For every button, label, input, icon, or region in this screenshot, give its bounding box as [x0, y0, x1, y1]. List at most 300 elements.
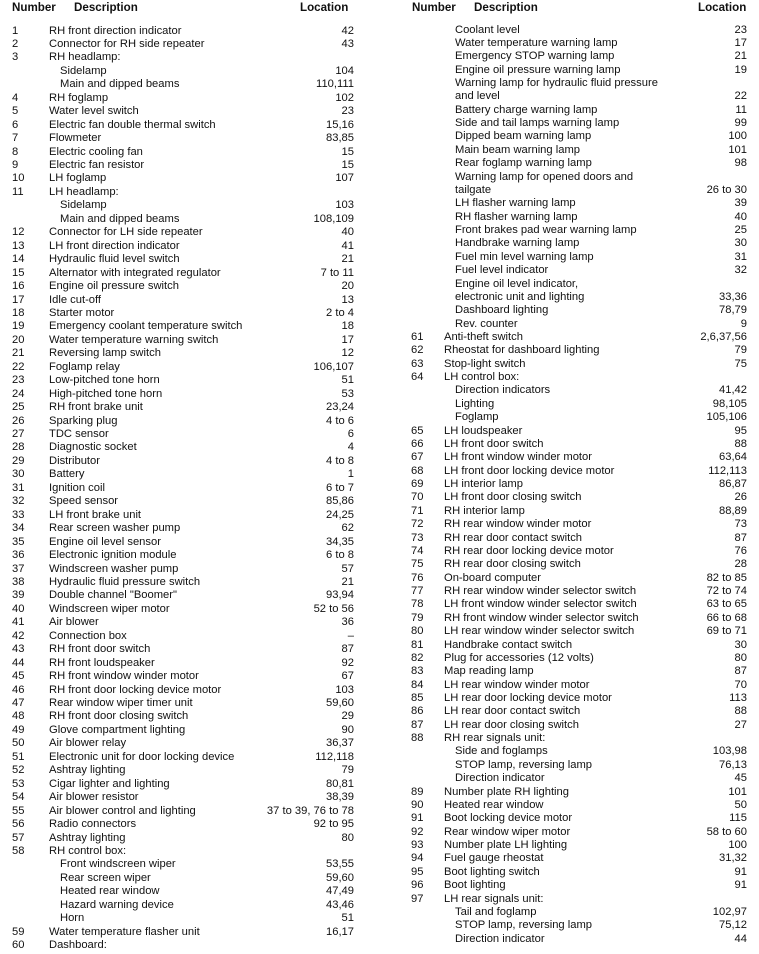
row-number: 80	[411, 625, 424, 638]
table-row	[376, 505, 759, 518]
row-location: 17	[734, 36, 747, 49]
row-number: 55	[12, 804, 25, 817]
table-row	[0, 899, 372, 912]
row-number: 76	[411, 571, 424, 584]
row-description: Fuel min level warning lamp	[455, 250, 594, 263]
table-row	[376, 933, 759, 946]
table-row	[376, 117, 759, 130]
table-row	[376, 77, 759, 90]
table-row	[0, 791, 372, 804]
table-row	[0, 119, 372, 132]
table-row	[376, 64, 759, 77]
row-number: 61	[411, 331, 424, 343]
table-row	[0, 65, 372, 78]
row-number: 97	[411, 892, 424, 905]
row-location: 73	[734, 518, 747, 531]
table-row	[376, 759, 759, 772]
row-description: Rear screen washer pump	[49, 522, 181, 535]
row-location: 70	[734, 678, 747, 691]
row-description: RH front direction indicator	[49, 24, 182, 37]
row-description: Fuel gauge rheostat	[444, 852, 544, 865]
row-location: 102	[335, 91, 354, 104]
row-description: Foglamp relay	[49, 360, 120, 373]
table-row	[0, 751, 372, 764]
row-description: Diagnostic socket	[49, 441, 137, 454]
row-number: 64	[411, 371, 424, 384]
row-description: Water temperature warning lamp	[455, 36, 618, 49]
row-description: Rear foglamp warning lamp	[455, 157, 592, 170]
table-row	[0, 347, 372, 360]
row-number: 94	[411, 852, 424, 865]
row-location: 24,25	[326, 508, 354, 521]
row-description: RH front loudspeaker	[49, 656, 155, 669]
row-location: 63 to 65	[706, 598, 747, 611]
header-number: Number	[412, 1, 456, 14]
table-row	[0, 267, 372, 280]
row-description: Speed sensor	[49, 495, 119, 508]
table-row	[0, 172, 372, 185]
row-number: 72	[411, 518, 424, 531]
row-location: 82 to 85	[706, 571, 747, 584]
table-row	[376, 906, 759, 919]
row-description: RH rear window winder motor	[444, 518, 592, 531]
table-row	[0, 657, 372, 670]
row-description: RH headlamp:	[49, 51, 121, 64]
row-description: On-board computer	[444, 571, 542, 584]
row-number: 30	[12, 468, 25, 481]
row-description: LH headlamp:	[49, 185, 119, 198]
row-location: 4 to 6	[326, 414, 354, 427]
row-location: 37 to 39, 76 to 78	[266, 804, 354, 817]
table-row	[0, 415, 372, 428]
row-location: 25	[734, 224, 747, 237]
row-location: 38,39	[326, 791, 354, 804]
row-location: 88	[734, 437, 747, 450]
row-location: 28	[734, 558, 747, 571]
row-number: 47	[12, 697, 25, 709]
row-location: 62	[341, 522, 354, 535]
table-row	[376, 745, 759, 758]
table-row	[376, 558, 759, 571]
table-row	[376, 144, 759, 157]
table-row	[376, 264, 759, 277]
row-description: RH front window winder motor	[49, 670, 199, 683]
table-row	[0, 724, 372, 737]
row-location: 59,60	[326, 871, 354, 884]
table-row	[376, 438, 759, 451]
row-location: 43	[341, 37, 354, 50]
table-row	[0, 388, 372, 401]
row-location: 11	[735, 103, 747, 116]
table-row	[0, 428, 372, 441]
table-row	[376, 451, 759, 464]
row-description: Hydraulic fluid level switch	[49, 253, 180, 266]
row-location: 103	[335, 199, 354, 212]
row-number: 57	[12, 831, 25, 844]
row-location: 76	[734, 544, 747, 557]
row-location: 47,49	[326, 885, 354, 898]
row-description: Warning lamp for hydraulic fluid pressure	[455, 76, 658, 89]
header-location: Location	[300, 1, 349, 14]
row-number: 22	[12, 360, 25, 373]
table-row	[0, 912, 372, 925]
row-number: 50	[12, 737, 25, 750]
table-row	[376, 50, 759, 63]
row-location: 1	[347, 468, 354, 481]
row-description: electronic unit and lighting	[455, 290, 585, 303]
row-number: 70	[411, 491, 424, 504]
row-number: 40	[12, 602, 25, 615]
row-description: Lighting	[455, 397, 495, 410]
row-number: 20	[12, 333, 25, 346]
row-location: 113	[729, 692, 747, 704]
table-row	[0, 495, 372, 508]
row-location: 108,109	[313, 212, 354, 225]
row-location: 40	[341, 226, 354, 239]
row-description: RH front brake unit	[49, 401, 143, 414]
row-number: 11	[12, 185, 24, 198]
row-number: 21	[12, 347, 25, 360]
row-number: 49	[12, 723, 25, 736]
row-location: 15	[341, 159, 354, 171]
row-number: 56	[12, 818, 25, 831]
table-row	[0, 832, 372, 845]
table-row	[376, 625, 759, 638]
row-description: Plug for accessories (12 volts)	[444, 651, 594, 664]
row-location: 2 to 4	[326, 306, 354, 319]
table-row	[376, 852, 759, 865]
table-row	[0, 38, 372, 51]
table-row	[376, 398, 759, 411]
row-number: 85	[411, 692, 424, 704]
row-number: 63	[411, 357, 424, 370]
row-description: LH front window winder motor	[444, 451, 592, 464]
row-description: RH rear door closing switch	[444, 558, 581, 571]
row-location: 26	[734, 491, 747, 504]
row-location: 15	[341, 145, 354, 158]
row-location: 6 to 8	[326, 549, 354, 562]
row-number: 1	[12, 24, 19, 37]
row-location: 17	[341, 333, 354, 346]
row-location: 110,111	[316, 78, 354, 91]
row-description: Air blower control and lighting	[49, 804, 196, 817]
row-description: Main and dipped beams	[60, 78, 180, 91]
row-description: LH rear door closing switch	[444, 718, 579, 731]
table-row	[376, 90, 759, 103]
row-description: RH flasher warning lamp	[455, 210, 578, 223]
row-description: Cigar lighter and lighting	[49, 777, 170, 790]
row-number: 62	[411, 344, 424, 357]
row-description: Windscreen washer pump	[49, 562, 179, 575]
row-description: STOP lamp, reversing lamp	[455, 919, 592, 932]
row-description: LH front door locking device motor	[444, 464, 615, 477]
row-number: 65	[411, 424, 424, 437]
row-description: Handbrake contact switch	[444, 638, 573, 651]
row-number: 2	[12, 37, 19, 50]
row-description: TDC sensor	[49, 428, 109, 440]
table-row	[376, 197, 759, 210]
row-location: 95	[734, 424, 747, 437]
table-row	[0, 778, 372, 791]
row-description: Dashboard:	[49, 939, 107, 952]
row-location: 22	[734, 90, 747, 103]
row-number: 60	[12, 939, 25, 952]
table-row	[0, 455, 372, 468]
row-description: Hazard warning device	[60, 898, 174, 911]
row-number: 13	[12, 239, 25, 252]
row-location: 6	[347, 428, 354, 440]
row-number: 33	[12, 508, 25, 521]
row-number: 83	[411, 665, 424, 678]
table-row	[376, 572, 759, 585]
table-row	[376, 157, 759, 170]
row-description: Horn	[60, 912, 85, 925]
row-number: 81	[411, 638, 424, 651]
row-number: 84	[411, 678, 424, 691]
row-description: Handbrake warning lamp	[455, 237, 580, 250]
table-row	[0, 441, 372, 454]
row-description: Engine oil pressure switch	[49, 280, 179, 293]
row-location: 91	[734, 865, 747, 878]
row-location: 52 to 56	[313, 602, 354, 615]
table-row	[0, 737, 372, 750]
table-row	[0, 858, 372, 871]
row-description: Boot lighting switch	[444, 865, 540, 878]
row-location: 23	[734, 23, 747, 36]
row-description: Glove compartment lighting	[49, 723, 186, 736]
row-number: 24	[12, 387, 25, 400]
row-number: 31	[12, 481, 25, 494]
table-row	[0, 401, 372, 414]
table-row	[376, 411, 759, 424]
table-row	[0, 51, 372, 64]
row-location: 40	[734, 210, 747, 223]
row-location: 30	[734, 237, 747, 250]
header-description: Description	[474, 1, 538, 14]
row-description: RH rear door contact switch	[444, 531, 583, 544]
row-number: 4	[12, 91, 19, 104]
table-row	[0, 589, 372, 602]
table-row	[0, 240, 372, 253]
row-location: 57	[341, 562, 354, 575]
row-location: 12	[341, 347, 354, 360]
row-number: 78	[411, 598, 424, 611]
row-location: 36,37	[326, 737, 354, 750]
table-row	[376, 491, 759, 504]
row-description: Windscreen wiper motor	[49, 602, 170, 615]
row-number: 26	[12, 414, 25, 427]
row-description: Connection box	[49, 629, 127, 642]
row-description: Emergency coolant temperature switch	[49, 320, 243, 333]
row-location: 13	[341, 293, 354, 306]
row-number: 43	[12, 643, 25, 656]
table-row	[0, 563, 372, 576]
row-location: 80	[734, 651, 747, 664]
row-description: LH rear door locking device motor	[444, 692, 612, 704]
row-number: 27	[12, 428, 25, 440]
table-row	[376, 171, 759, 184]
row-location: 31	[734, 250, 747, 263]
row-location: 92	[341, 656, 354, 669]
row-location: 58 to 60	[706, 825, 747, 838]
row-number: 8	[12, 145, 19, 158]
row-number: 23	[12, 374, 25, 387]
row-description: LH front window winder selector switch	[444, 598, 637, 611]
table-row	[376, 251, 759, 264]
table-row	[0, 536, 372, 549]
row-description: Rev. counter	[455, 317, 518, 330]
row-location: 98	[734, 157, 747, 170]
row-location: 42	[341, 24, 354, 37]
table-row	[0, 603, 372, 616]
table-row	[0, 146, 372, 159]
row-description: Emergency STOP warning lamp	[455, 50, 615, 63]
row-location: –	[347, 629, 354, 642]
row-description: LH rear door contact switch	[444, 705, 581, 718]
row-number: 36	[12, 549, 25, 562]
row-number: 38	[12, 575, 25, 588]
row-location: 53	[341, 387, 354, 400]
row-location: 106,107	[313, 360, 354, 373]
row-description: Anti-theft switch	[444, 331, 523, 343]
row-description: Reversing lamp switch	[49, 347, 161, 360]
row-description: Connector for LH side repeater	[49, 226, 203, 239]
row-description: Map reading lamp	[444, 665, 534, 678]
table-row	[376, 465, 759, 478]
table-row	[376, 237, 759, 250]
table-row	[376, 879, 759, 892]
table-row	[376, 37, 759, 50]
row-number: 37	[12, 562, 25, 575]
table-row	[376, 211, 759, 224]
row-number: 35	[12, 535, 25, 548]
row-location: 103	[335, 683, 354, 696]
table-row	[0, 482, 372, 495]
row-description: Air blower	[49, 616, 99, 629]
table-row	[376, 598, 759, 611]
table-row	[0, 307, 372, 320]
row-location: 32	[734, 264, 747, 277]
table-row	[0, 630, 372, 643]
row-location: 53,55	[326, 858, 354, 871]
row-number: 9	[12, 159, 19, 171]
row-description: Distributor	[49, 454, 100, 467]
row-description: Engine oil pressure warning lamp	[455, 63, 621, 76]
row-number: 46	[12, 683, 25, 696]
row-location: 16,17	[326, 925, 354, 938]
row-number: 15	[12, 266, 25, 279]
row-description: Radio connectors	[49, 818, 137, 831]
row-location: 80,81	[326, 777, 354, 790]
table-row	[0, 92, 372, 105]
row-description: Coolant level	[455, 23, 520, 36]
table-row	[0, 374, 372, 387]
row-location: 115	[729, 812, 747, 825]
row-location: 15,16	[326, 118, 354, 131]
row-description: Boot locking device motor	[444, 812, 573, 825]
table-row	[376, 304, 759, 317]
row-description: LH flasher warning lamp	[455, 197, 576, 210]
row-description: RH front door locking device motor	[49, 683, 222, 696]
row-location: 50	[734, 798, 747, 811]
row-location: 41	[341, 239, 354, 252]
table-row	[0, 280, 372, 293]
row-location: 44	[734, 932, 747, 945]
row-description: Engine oil level indicator,	[455, 277, 579, 290]
row-description: RH interior lamp	[444, 504, 525, 517]
row-number: 87	[411, 718, 424, 731]
row-number: 75	[411, 558, 424, 571]
row-location: 92 to 95	[313, 818, 354, 831]
row-number: 17	[12, 293, 25, 306]
table-row	[0, 805, 372, 818]
row-location: 80	[341, 831, 354, 844]
row-description: Engine oil level sensor	[49, 535, 161, 548]
row-description: Electronic ignition module	[49, 549, 177, 562]
row-description: Battery charge warning lamp	[455, 103, 598, 116]
table-row	[0, 710, 372, 723]
row-description: Ignition coil	[49, 481, 105, 494]
row-location: 43,46	[326, 898, 354, 911]
row-location: 76,13	[719, 758, 747, 771]
row-description: RH control box:	[49, 844, 127, 857]
table-row	[0, 926, 372, 939]
row-description: tailgate	[455, 183, 492, 196]
row-number: 32	[12, 495, 25, 508]
table-row	[376, 692, 759, 705]
row-description: Electronic unit for door locking device	[49, 750, 235, 763]
table-row	[0, 213, 372, 226]
table-row	[0, 226, 372, 239]
row-location: 9	[740, 317, 747, 330]
row-description: Rheostat for dashboard lighting	[444, 344, 600, 357]
row-description: Sparking plug	[49, 414, 118, 427]
row-description: RH front door switch	[49, 643, 151, 656]
table-row	[0, 576, 372, 589]
row-number: 45	[12, 670, 25, 683]
row-description: Stop-light switch	[444, 357, 526, 370]
row-number: 18	[12, 306, 25, 319]
row-location: 86,87	[719, 478, 747, 491]
table-row	[376, 104, 759, 117]
row-description: Dipped beam warning lamp	[455, 130, 592, 143]
row-description: Front brakes pad wear warning lamp	[455, 224, 637, 237]
table-row	[0, 132, 372, 145]
row-number: 28	[12, 441, 25, 454]
row-location: 85,86	[326, 495, 354, 508]
header-description: Description	[74, 1, 138, 14]
row-number: 58	[12, 844, 25, 857]
row-description: Direction indicators	[455, 384, 551, 397]
table-row	[376, 839, 759, 852]
row-description: Water level switch	[49, 105, 139, 118]
row-description: RH front window winder selector switch	[444, 611, 639, 624]
row-location: 112,118	[315, 750, 354, 763]
row-description: LH foglamp	[49, 172, 107, 185]
row-description: RH foglamp	[49, 91, 109, 104]
table-row	[376, 893, 759, 906]
row-description: Heated rear window	[60, 885, 160, 898]
row-number: 44	[12, 656, 25, 669]
row-description: Side and tail lamps warning lamp	[455, 117, 620, 130]
row-description: Ashtray lighting	[49, 831, 126, 844]
table-row	[0, 253, 372, 266]
row-number: 51	[12, 750, 25, 763]
table-row	[0, 334, 372, 347]
row-location: 30	[734, 638, 747, 651]
row-number: 93	[411, 839, 424, 852]
table-row	[0, 616, 372, 629]
